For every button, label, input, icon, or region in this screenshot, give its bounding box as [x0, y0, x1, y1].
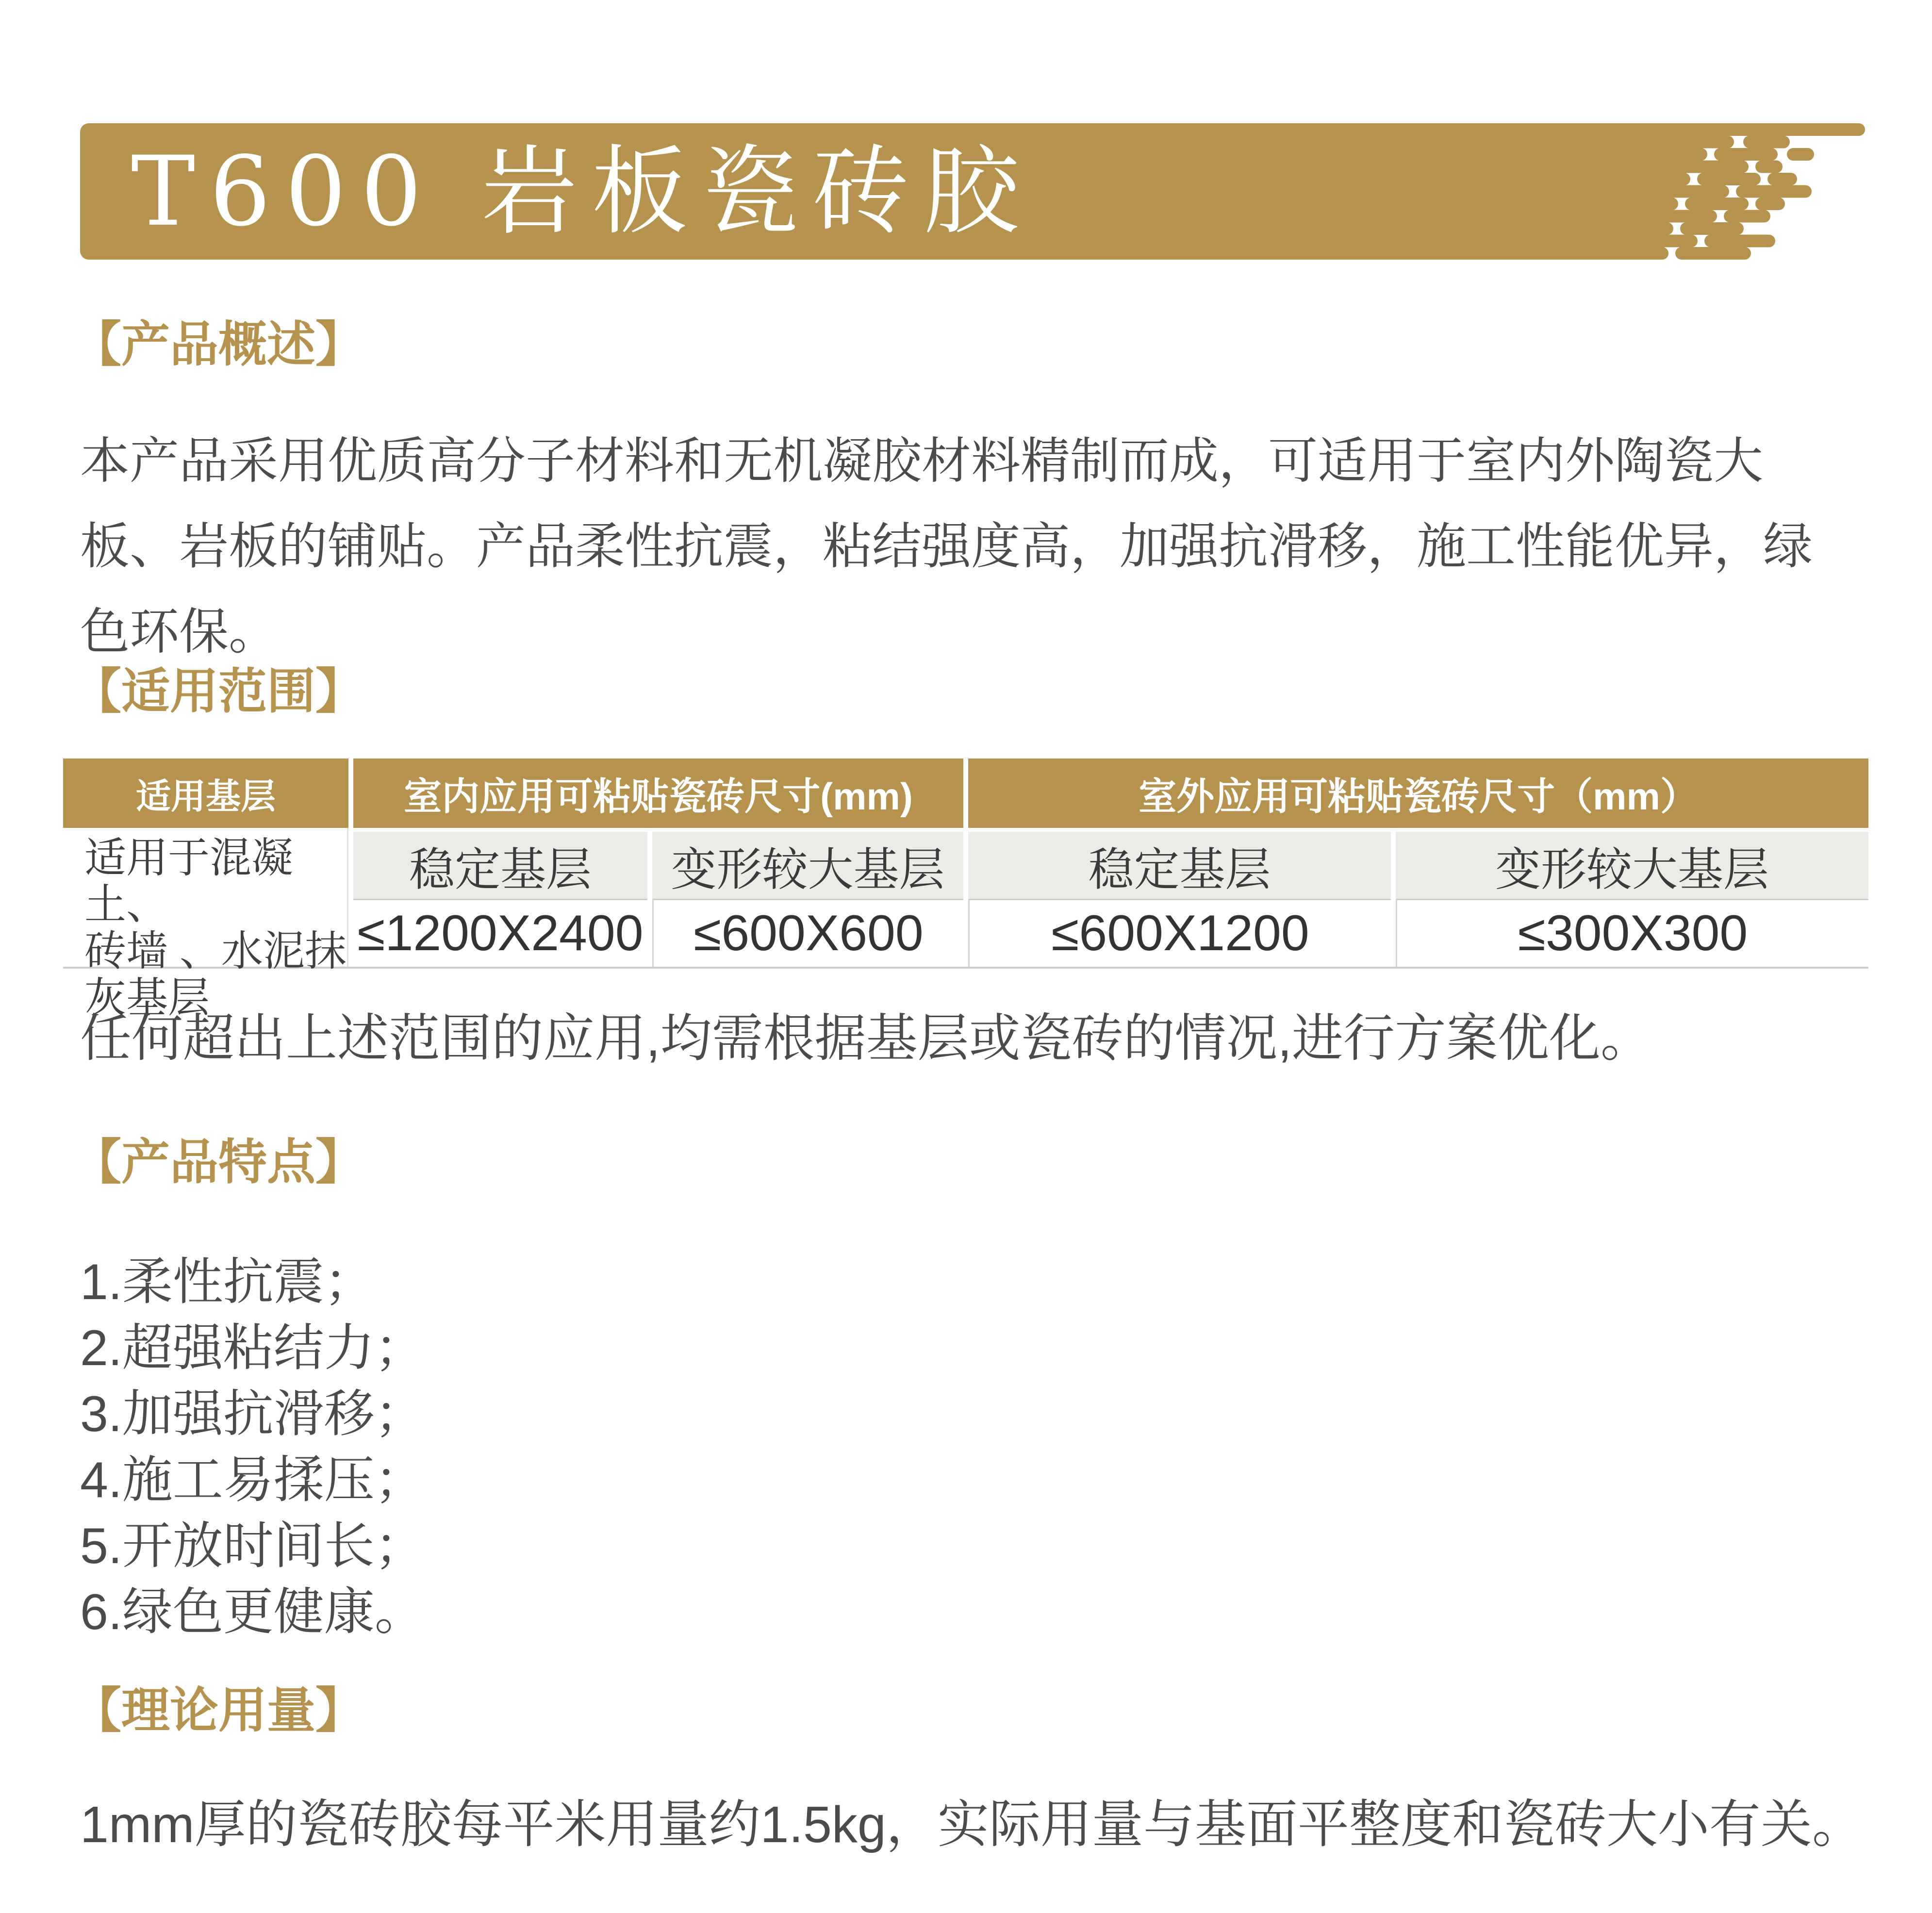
table-value-indoor-stable: ≤1200X2400 [353, 899, 647, 967]
overview-line: 板、岩板的铺贴。产品柔性抗震，粘结强度高，加强抗滑移，施工性能优异，绿 [80, 519, 1813, 574]
speed-lines-icon [1655, 123, 1868, 260]
table-subheader-indoor-stable: 稳定基层 [353, 832, 647, 899]
table-header-base: 适用基层 [63, 759, 348, 828]
base-cell-line: 灰基层 [84, 974, 210, 1021]
overview-heading: 【产品概述】 [73, 317, 364, 372]
feature-item: 6.绿色更健康。 [80, 1584, 425, 1640]
scope-note: 任何超出上述范围的应用,均需根据基层或瓷砖的情况,进行方案优化。 [80, 1010, 1652, 1067]
table-subheader-outdoor-deform: 变形较大基层 [1396, 832, 1868, 899]
table-subheader-indoor-deform: 变形较大基层 [652, 832, 963, 899]
page-title: T600 岩板瓷砖胶 [131, 135, 1034, 247]
feature-item: 2.超强粘结力； [80, 1320, 425, 1376]
table-header-outdoor: 室外应用可粘贴瓷砖尺寸（mm） [968, 759, 1868, 828]
table-header-indoor: 室内应用可粘贴瓷砖尺寸(mm) [353, 759, 963, 828]
feature-item: 5.开放时间长； [80, 1518, 425, 1574]
scope-table [63, 759, 1868, 1021]
base-cell-line: 适用于混凝土、 [84, 835, 293, 928]
feature-item: 3.加强抗滑移； [80, 1386, 425, 1442]
scope-heading: 【适用范围】 [73, 664, 364, 719]
features-heading: 【产品特点】 [73, 1135, 364, 1189]
table-subheader-outdoor-stable: 稳定基层 [968, 832, 1391, 899]
table-value-indoor-deform: ≤600X600 [652, 899, 963, 967]
base-cell-line: 砖墙 、水泥抹 [84, 928, 347, 974]
table-value-outdoor-deform: ≤300X300 [1396, 899, 1868, 967]
feature-item: 1.柔性抗震； [80, 1254, 375, 1310]
feature-list [80, 1249, 425, 1645]
table-value-outdoor-stable: ≤600X1200 [968, 899, 1391, 967]
overview-paragraph [80, 418, 1813, 675]
usage-heading: 【理论用量】 [73, 1683, 364, 1738]
feature-item: 4.施工易揉压； [80, 1452, 425, 1508]
title-banner [80, 123, 1655, 260]
overview-line: 色环保。 [80, 604, 278, 660]
usage-text: 1mm厚的瓷砖胶每平米用量约1.5kg，实际用量与基面平整度和瓷砖大小有关。 [80, 1796, 1864, 1853]
overview-line: 本产品采用优质高分子材料和无机凝胶材料精制而成，可适用于室内外陶瓷大 [80, 433, 1763, 489]
table-base-cell [63, 828, 348, 1021]
